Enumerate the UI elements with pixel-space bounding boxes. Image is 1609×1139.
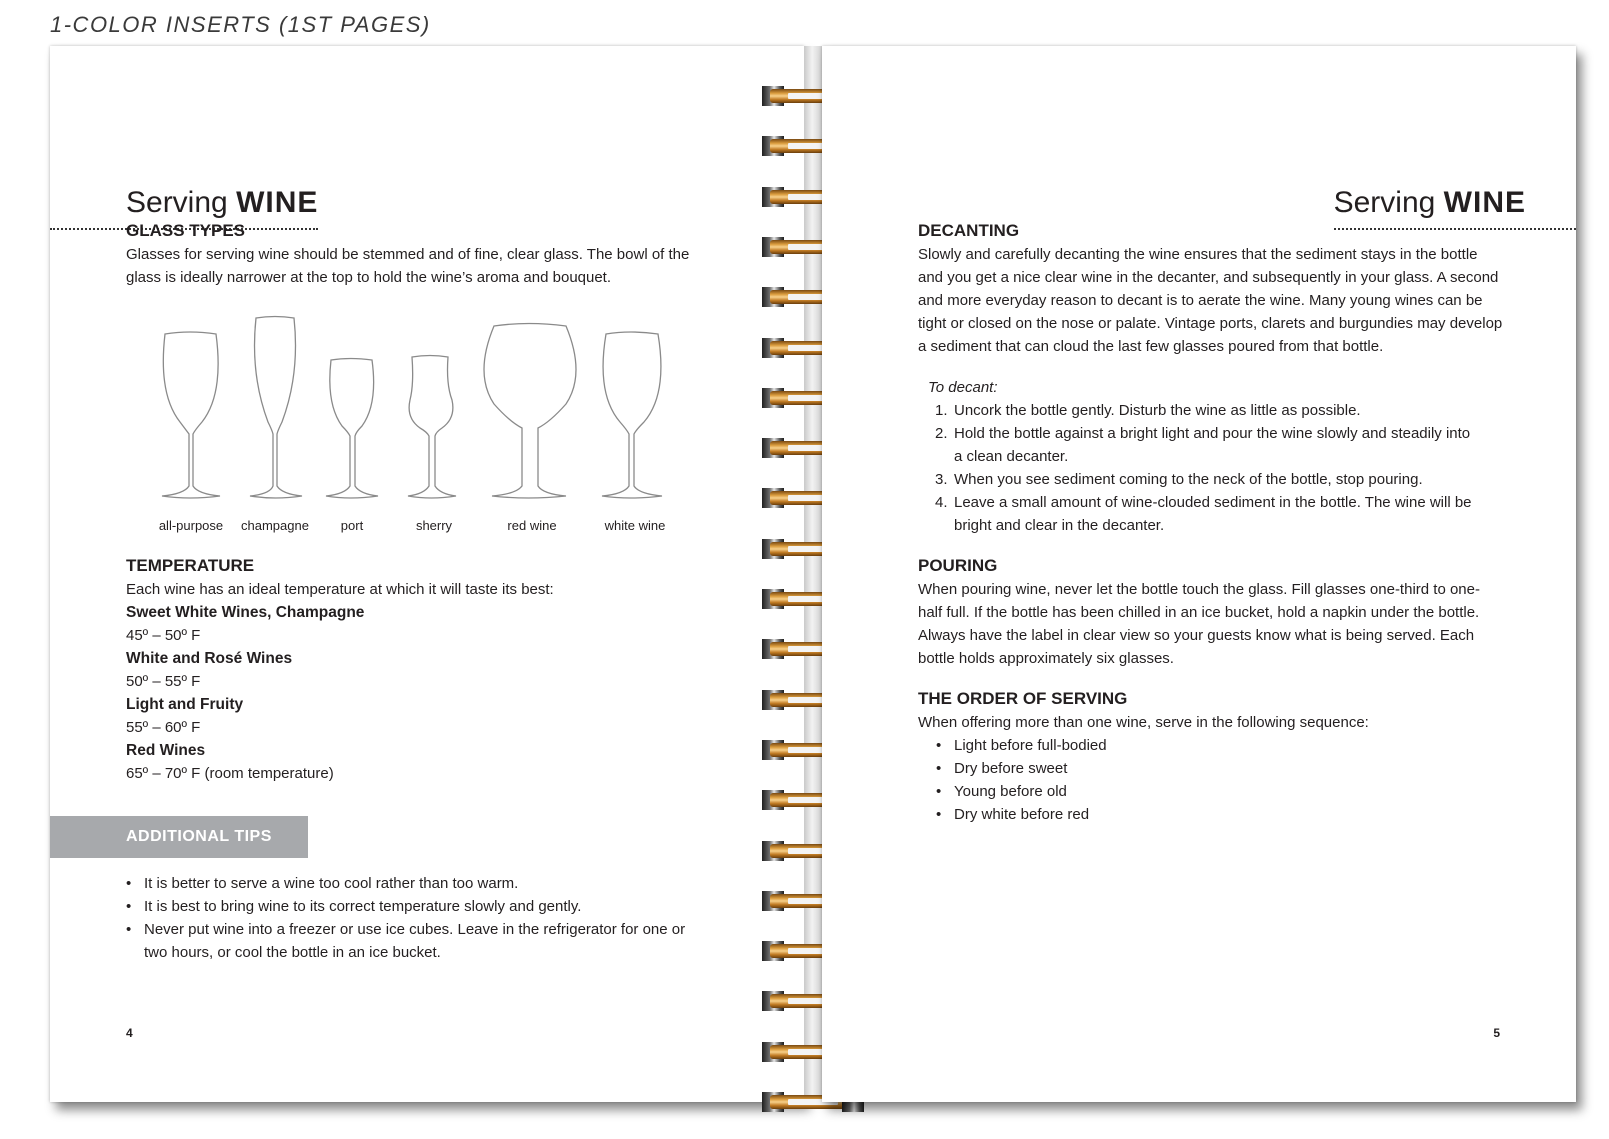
list-item: • Light before full-bodied <box>936 734 1436 757</box>
decant-steps-block <box>918 399 1478 537</box>
step-text: Uncork the bottle gently. Disturb the wine as little as possible. <box>954 402 1361 419</box>
list-item <box>918 422 1478 468</box>
glass-label-red-wine: red wine <box>507 518 557 533</box>
step-text: Leave a small amount of wine-clouded sediment in the bottle. The wine will be bright and clear in the decanter. <box>954 494 1472 534</box>
temp-item-range: 65º – 70º F (room temperature) <box>126 765 334 782</box>
glass-champagne-icon <box>250 317 302 499</box>
glass-white-wine-icon <box>602 332 662 498</box>
glass-sherry-icon <box>408 356 456 499</box>
additional-tips-title: ADDITIONAL TIPS <box>126 828 272 845</box>
right-page <box>822 46 1576 1102</box>
list-item: • Young before old <box>936 780 1436 803</box>
decant-steps-list <box>918 399 1478 537</box>
step-number: 2. <box>935 425 948 442</box>
decanting-title: DECANTING <box>918 221 1020 240</box>
wine-glasses-illustration <box>150 314 740 534</box>
heading-serving: Serving <box>126 186 228 219</box>
glass-all-purpose-icon <box>162 332 220 498</box>
heading-wine: WINE <box>1443 186 1526 219</box>
glass-label-all-purpose: all-purpose <box>158 518 224 533</box>
to-decant-subhead: To decant: <box>928 379 998 396</box>
tips-list <box>126 872 686 964</box>
temp-item-name: Sweet White Wines, Champagne <box>126 604 365 621</box>
temp-item-name: White and Rosé Wines <box>126 650 293 667</box>
page-number-right: 5 <box>1493 1026 1500 1040</box>
list-item <box>918 491 1478 537</box>
additional-tips-banner <box>50 816 308 858</box>
temp-item-range: 45º – 50º F <box>126 627 201 644</box>
order-list <box>936 734 1436 826</box>
order-list-block <box>936 734 1436 826</box>
page-number-left: 4 <box>126 1026 133 1040</box>
glass-types-title: GLASS TYPES <box>126 221 246 240</box>
temp-item-name: Red Wines <box>126 742 206 759</box>
heading-serving: Serving <box>1333 186 1436 219</box>
glass-red-wine-icon <box>484 324 576 499</box>
heading-wine: WINE <box>236 186 319 219</box>
glass-types-text: Glasses for serving wine should be stemmed and of fine, clear glass. The bowl of the glass is ideally narrower at the top to hold the wine’s aroma and bouquet. <box>126 246 690 286</box>
list-item: • Dry white before red <box>936 803 1436 826</box>
step-number: 4. <box>935 494 948 511</box>
temp-item-range: 55º – 60º F <box>126 719 201 736</box>
list-item: • Dry before sweet <box>936 757 1436 780</box>
tips-list-block <box>126 872 686 964</box>
step-number: 1. <box>935 402 948 419</box>
step-number: 3. <box>935 471 948 488</box>
left-page <box>50 46 804 1102</box>
glass-label-sherry: sherry <box>415 518 453 533</box>
glass-port-icon <box>326 359 378 499</box>
right-page-heading <box>1334 186 1576 230</box>
list-item <box>918 468 1478 491</box>
step-text: When you see sediment coming to the neck of the bottle, stop pouring. <box>954 471 1423 488</box>
order-of-serving-title: THE ORDER OF SERVING <box>918 689 1128 708</box>
list-item: • Never put wine into a freezer or use ice cubes. Leave in the refrigerator for one or two hours, or cool the bottle in an ice bucket. <box>126 918 686 964</box>
decanting-text: Slowly and carefully decanting the wine ensures that the sediment stays in the bottle and you get a nice clear wine in the decanter, and subsequently in your glass. A second and more everyday reason to decant is to aerate the wine. Many young wines can be tight or closed on the nose or palate. Vintage ports, clarets and burgundies may develop a sediment that can cloud the last few glasses poured from that bottle. <box>918 246 1503 355</box>
temp-item-range: 50º – 55º F <box>126 673 201 690</box>
list-item: • It is better to serve a wine too cool rather than too warm. <box>126 872 686 895</box>
glass-label-champagne: champagne <box>241 518 309 533</box>
temperature-block <box>126 578 746 785</box>
temp-item-name: Light and Fruity <box>126 696 244 713</box>
pouring-title: POURING <box>918 556 998 575</box>
pouring-text: When pouring wine, never let the bottle touch the glass. Fill glasses one-third to one-half full. If the bottle has been chilled in an ice bucket, hold a napkin under the bottle. Always have the label in clear view so your guests know what is being served. Each bottle holds approximately six glasses. <box>918 581 1480 667</box>
temperature-intro: Each wine has an ideal temperature at which it will taste its best: <box>126 581 554 598</box>
list-item: • It is best to bring wine to its correct temperature slowly and gently. <box>126 895 686 918</box>
glass-label-white-wine: white wine <box>604 518 666 533</box>
list-item <box>918 399 1478 422</box>
order-of-serving-intro: When offering more than one wine, serve in the following sequence: <box>918 714 1369 731</box>
temperature-title: TEMPERATURE <box>126 556 255 575</box>
step-text: Hold the bottle against a bright light and pour the wine slowly and steadily into a clean decanter. <box>954 425 1471 465</box>
document-caption: 1-COLOR INSERTS (1ST PAGES) <box>50 12 431 37</box>
glass-label-port: port <box>340 518 364 533</box>
